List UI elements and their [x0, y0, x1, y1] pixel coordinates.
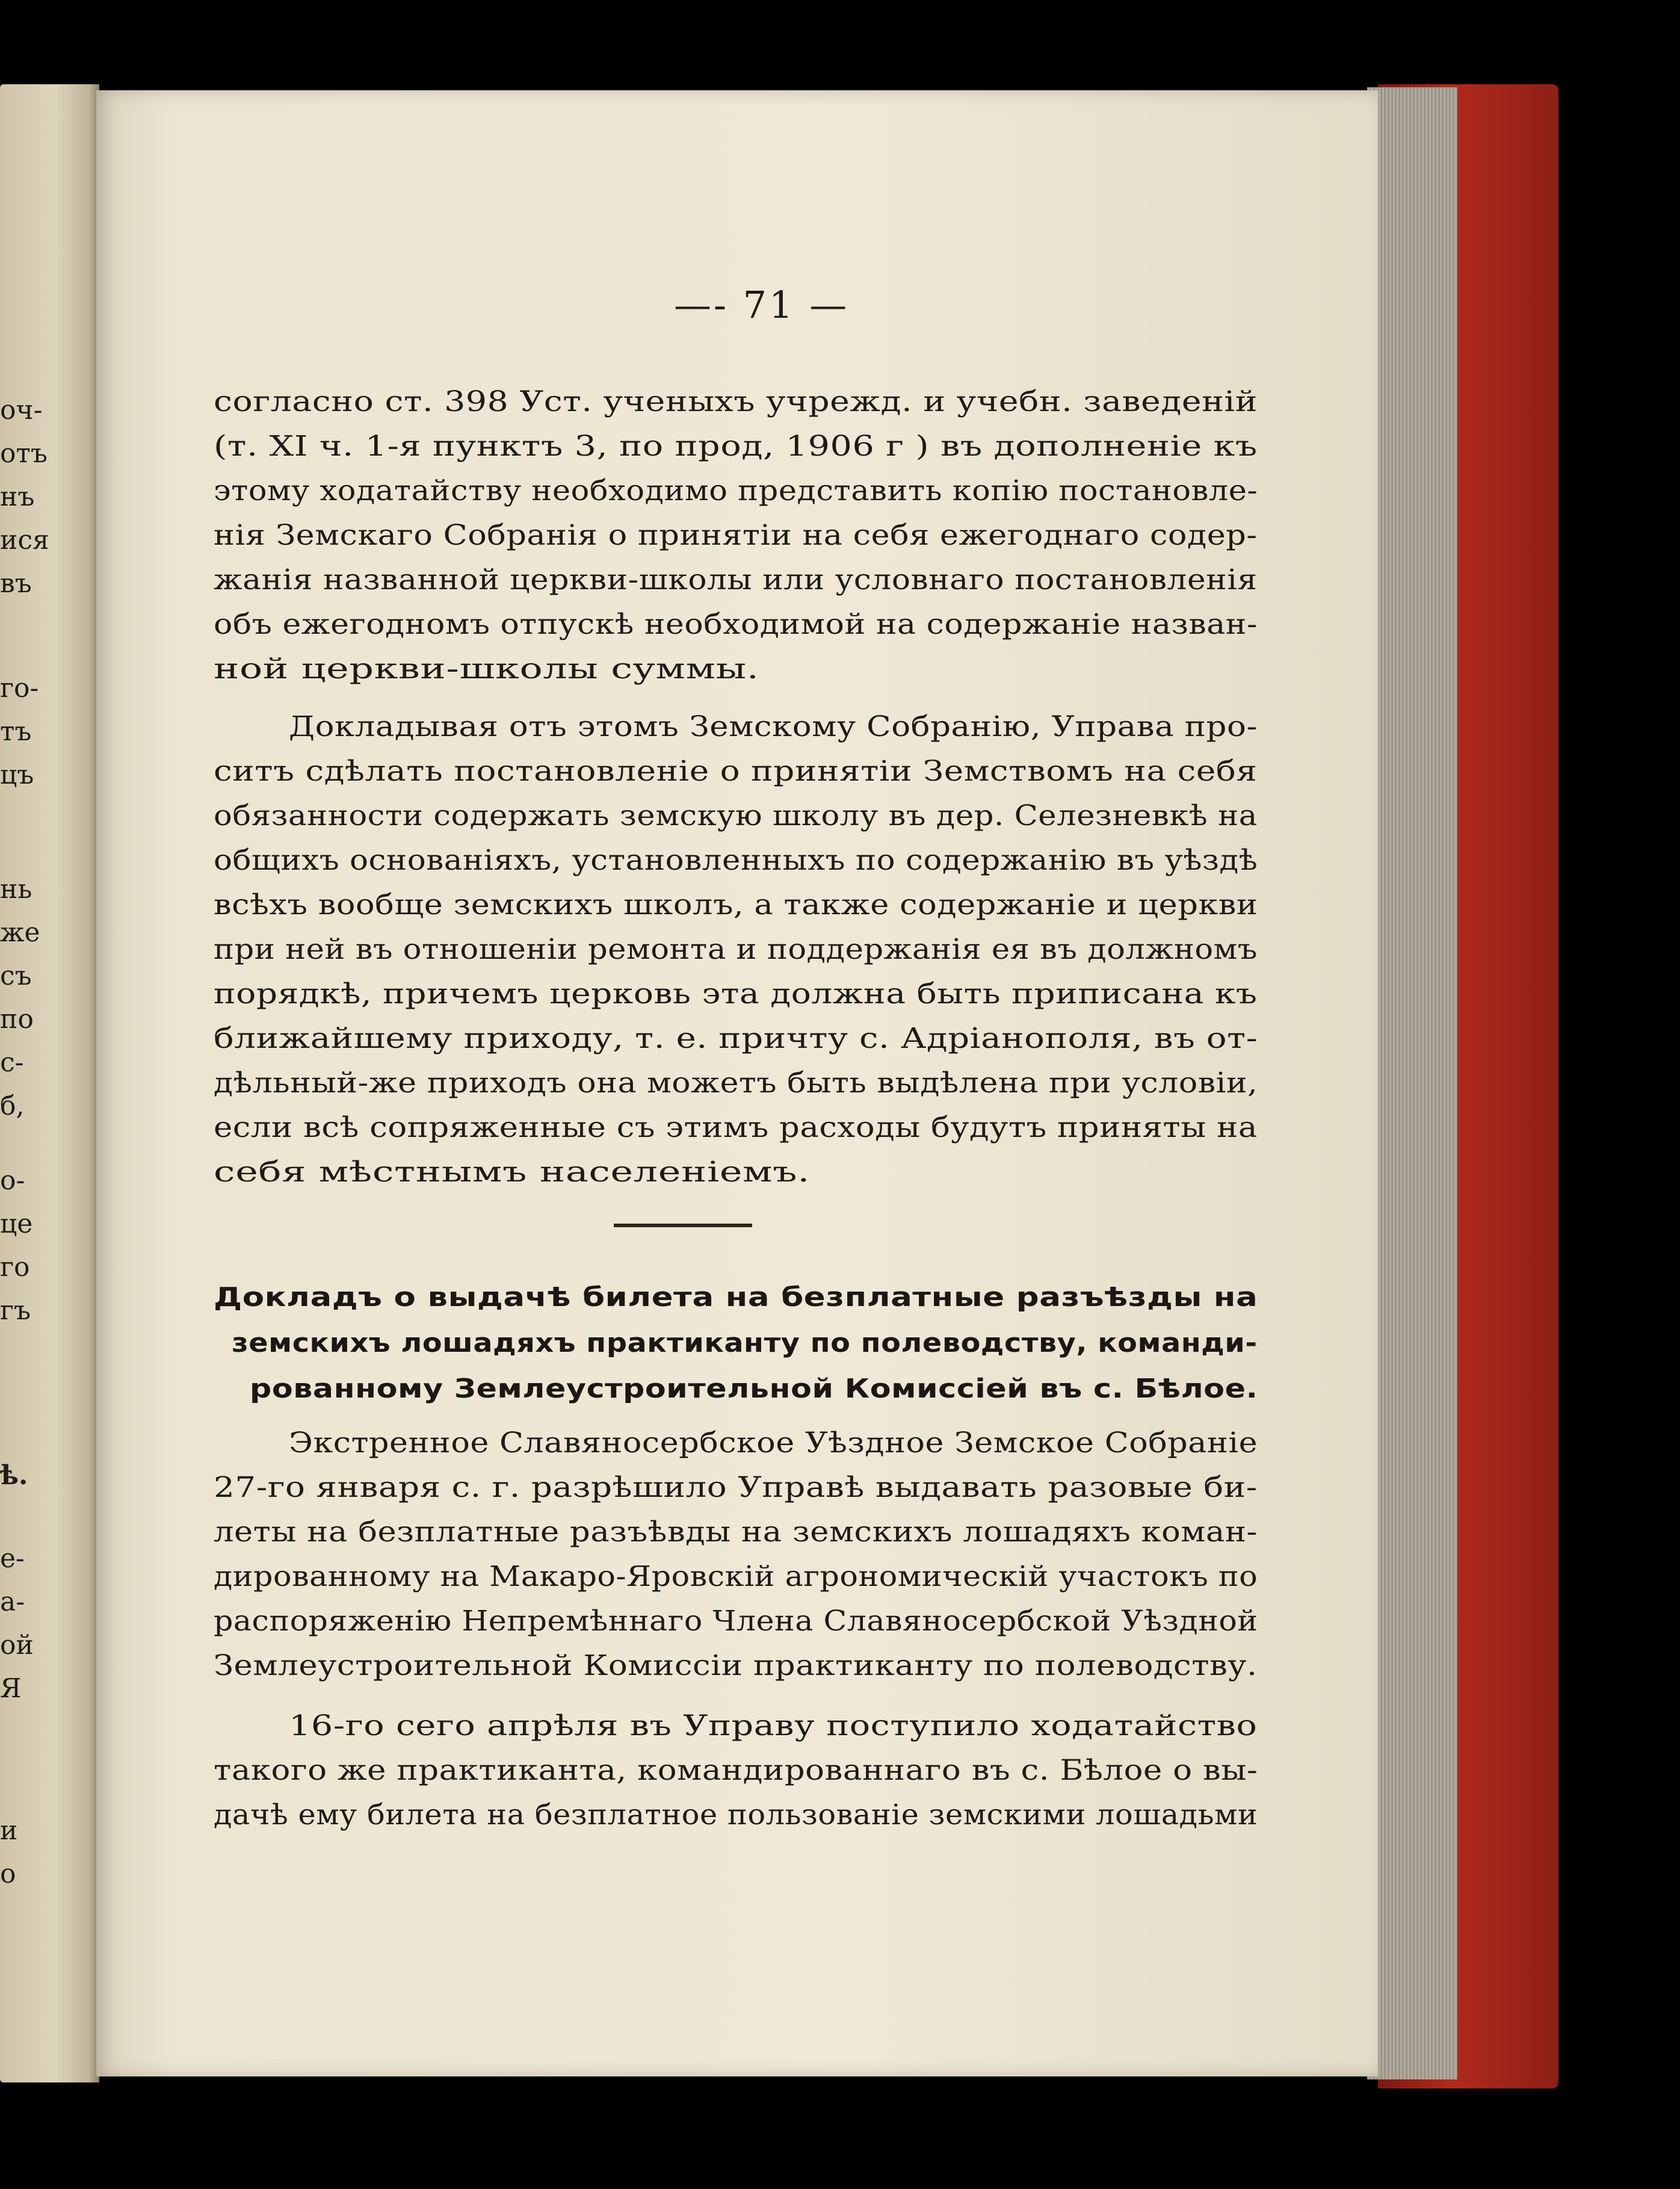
left-fragment: б,: [0, 1091, 25, 1121]
text-line: дѣльный-же приходъ она можетъ быть выдѣлена при условіи,: [214, 1067, 1258, 1100]
section-heading-line: Докладъ о выдачѣ билета на безплатные разъѣзды на: [214, 1282, 1258, 1313]
text-line: этому ходатайству необходимо представить копію постановле-: [214, 474, 1258, 507]
text-line: распоряженію Непремѣннаго Члена Славяносербской Уѣздной: [214, 1605, 1258, 1638]
text-line: 16-го сего апрѣля въ Управу поступило ходатайство: [289, 1709, 1258, 1742]
text-line: дированному на Макаро-Яровскій агрономическій участокъ по: [214, 1560, 1258, 1593]
page-block-edges: [1367, 87, 1457, 2079]
left-fragment: с-: [0, 1047, 24, 1078]
left-fragment: тъ: [0, 716, 32, 747]
text-line: обязанности содержать земскую школу въ дер. Селезневкѣ на: [214, 799, 1258, 832]
left-fragment: нъ: [0, 481, 35, 512]
text-line: если всѣ сопряженные съ этимъ расходы будутъ приняты на: [214, 1111, 1258, 1144]
text-line: жанія названной церкви-школы или условнаго постановленія: [214, 563, 1258, 596]
left-fragment: по: [0, 1004, 34, 1035]
text-line: Экстренное Славяносербское Уѣздное Земское Собраніе: [289, 1426, 1258, 1460]
left-fragment: го-: [0, 673, 39, 704]
text-line: леты на безплатные разъѣвды на земскихъ лошадяхъ коман-: [214, 1516, 1258, 1549]
left-fragment: а-: [0, 1587, 25, 1617]
page-number: —- 71 —: [674, 283, 850, 327]
text-line: такого же практиканта, командированнаго въ с. Бѣлое о вы-: [214, 1754, 1258, 1787]
left-fragment: въ: [0, 568, 32, 599]
text-line: 27-го января с. г. разрѣшило Управѣ выдавать разовые би-: [214, 1471, 1258, 1504]
left-fragment: съ: [0, 961, 32, 991]
text-line: Землеустроительной Комиссіи практиканту по полеводству.: [214, 1649, 1258, 1682]
left-fragment: отъ: [0, 438, 48, 469]
text-line: себя мѣстнымъ населеніемъ.: [214, 1156, 811, 1189]
text-line: ной церкви-школы суммы.: [214, 652, 759, 686]
left-fragment: ой: [0, 1630, 34, 1661]
left-fragment: нь: [0, 874, 32, 905]
text-line: общихъ основаніяхъ, установленныхъ по содержанію въ уѣздѣ: [214, 844, 1258, 877]
left-page-edge: [0, 84, 99, 2082]
text-line: дачѣ ему билета на безплатное пользованіе земскими лошадьми: [214, 1798, 1258, 1831]
left-fragment: ися: [0, 525, 49, 556]
left-fragment: же: [0, 917, 40, 948]
left-fragment: ѣ.: [0, 1460, 28, 1491]
text-line: (т. XI ч. 1-я пунктъ 3, по прод, 1906 г ) въ дополненіе къ: [214, 430, 1258, 463]
text-line: Докладывая отъ этомъ Земскому Собранію, Управа про-: [289, 710, 1258, 743]
left-fragment: це: [0, 1209, 33, 1239]
text-line: при ней въ отношеніи ремонта и поддержанія ея въ должномъ: [214, 933, 1258, 966]
section-divider: [614, 1224, 752, 1227]
left-fragment: оч-: [0, 395, 43, 426]
left-fragment: о-: [0, 1165, 25, 1196]
text-line: порядкѣ, причемъ церковь эта должна быть приписана къ: [214, 977, 1258, 1011]
text-line: согласно ст. 398 Уст. ученыхъ учрежд. и учебн. заведеній: [214, 385, 1258, 418]
left-fragment: о: [0, 1859, 16, 1889]
left-fragment: и: [0, 1815, 18, 1846]
text-line: нія Земскаго Собранія о принятіи на себя ежегоднаго содер-: [214, 519, 1258, 552]
text-line: ситъ сдѣлать постановленіе о принятіи Земствомъ на себя: [214, 755, 1258, 788]
left-fragment: гъ: [0, 1295, 31, 1326]
text-line: объ ежегодномъ отпускѣ необходимой на содержаніе назван-: [214, 608, 1258, 641]
right-page: [96, 90, 1378, 2076]
section-heading-line: рованному Землеустроительной Комиссіей въ с. Бѣлое.: [250, 1373, 1258, 1404]
left-fragment: е-: [0, 1543, 25, 1574]
left-fragment: цъ: [0, 760, 34, 790]
left-fragment: Я: [0, 1673, 22, 1704]
left-fragment: го: [0, 1252, 30, 1283]
text-line: ближайшему приходу, т. е. причту с. Адріанополя, въ от-: [214, 1022, 1258, 1055]
text-line: всѣхъ вообще земскихъ школъ, а также содержаніе и церкви: [214, 888, 1258, 921]
section-heading-line: земскихъ лошадяхъ практиканту по полеводству, команди-: [232, 1328, 1258, 1358]
